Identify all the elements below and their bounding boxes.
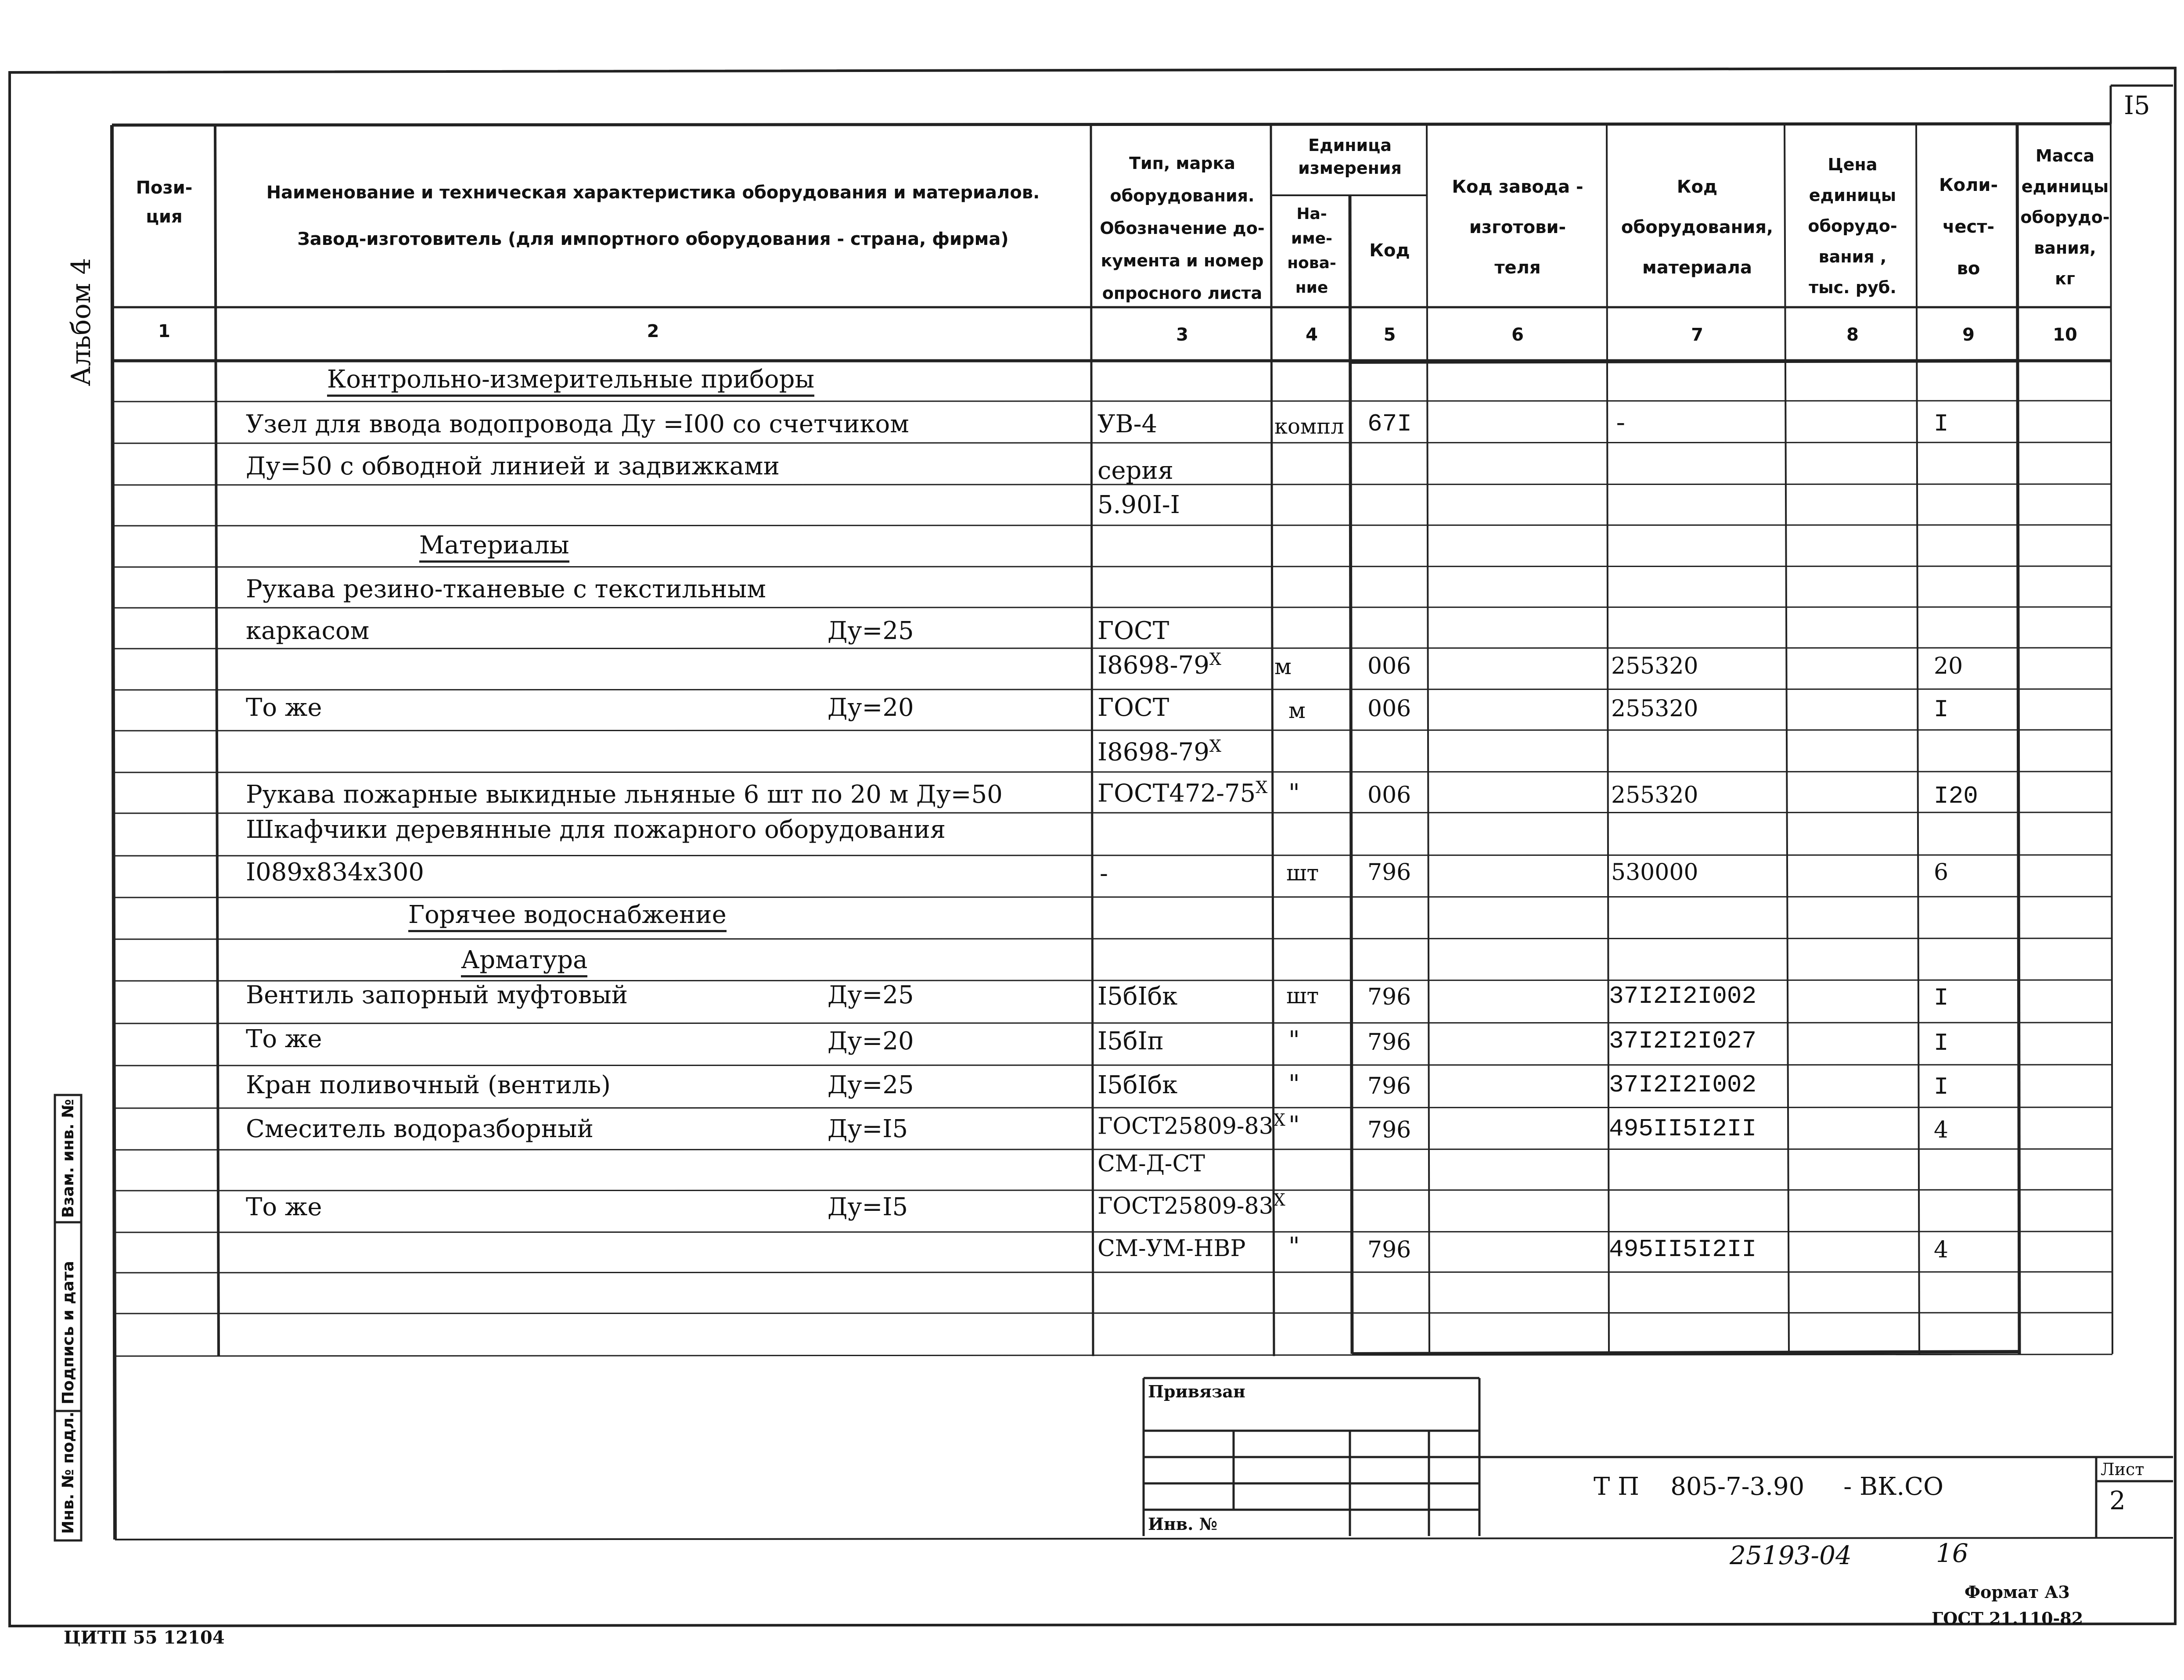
col-number-3: 3 — [1176, 325, 1188, 345]
item-quantity: 4 — [1934, 1237, 1949, 1263]
col-number-4: 4 — [1306, 325, 1318, 345]
org-label: ЦИТП 55 12104 — [64, 1627, 225, 1648]
item-unit: м — [1274, 654, 1292, 679]
item-nominal-diameter: Ду=25 — [828, 981, 914, 1009]
item-name: То же — [246, 693, 322, 722]
item-quantity: I — [1934, 696, 1949, 724]
item-unit: " — [1288, 1026, 1300, 1055]
section-title: Контрольно-измерительные приборы — [327, 365, 814, 394]
header-col9: Коли- чест- во — [1939, 175, 1998, 279]
item-code: 796 — [1367, 984, 1411, 1010]
header-col10: Масса единицы оборудо- вания, кг — [2020, 146, 2110, 288]
album-label: Альбом 4 — [66, 258, 97, 386]
col-number-6: 6 — [1511, 325, 1524, 345]
item-unit: компл — [1274, 414, 1344, 439]
item-code: 006 — [1367, 782, 1411, 808]
item-material-code: 530000 — [1611, 859, 1698, 886]
handwritten-page: 16 — [1936, 1538, 1968, 1568]
item-type: $ГОСТ25809-83^X$ — [1097, 1190, 1285, 1220]
side-stamp-original-inv: Инв. № подл. — [59, 1411, 77, 1534]
item-name: То же — [246, 1193, 322, 1221]
item-type: $ГОСТ472-75^X$ — [1097, 778, 1268, 808]
item-type: ГОСТ — [1097, 693, 1169, 722]
item-code: 67I — [1367, 410, 1412, 438]
item-unit: шт — [1286, 983, 1319, 1009]
item-quantity: I — [1934, 984, 1949, 1012]
item-unit: м — [1288, 698, 1306, 723]
header-col2: Наименование и техническая характеристика оборудования и материалов. Завод-изготовитель (для импортного оборудования - страна, фирма) — [266, 183, 1040, 249]
item-type: I5бIбк — [1097, 982, 1178, 1011]
item-name: Ду=50 с обводной линией и задвижками — [246, 452, 780, 481]
header-col7: Код оборудования, материала — [1621, 177, 1774, 278]
item-material-code: 495II5I2II — [1609, 1115, 1757, 1143]
item-unit: " — [1288, 1111, 1300, 1140]
item-code: 006 — [1367, 653, 1411, 679]
item-type: серия — [1097, 456, 1174, 485]
item-quantity: 4 — [1934, 1117, 1949, 1143]
item-code: 796 — [1367, 1029, 1411, 1055]
section-subtitle: Арматура — [461, 946, 587, 974]
item-nominal-diameter: Ду=25 — [828, 617, 914, 645]
item-quantity: I — [1934, 1029, 1949, 1057]
item-type: I5бIбк — [1097, 1071, 1178, 1099]
header-col1: Пози- ция — [136, 178, 193, 227]
item-unit: " — [1288, 1232, 1300, 1261]
item-type: $ГОСТ25809-83^X$ — [1097, 1110, 1285, 1140]
col-number-1: 1 — [158, 321, 170, 341]
col-number-10: 10 — [2053, 325, 2077, 345]
header-col5: Код — [1369, 241, 1410, 261]
format-label: Формат А3 — [1965, 1582, 2070, 1602]
section-title: Материалы — [419, 531, 569, 560]
item-unit: шт — [1286, 860, 1319, 886]
item-material-code: 255320 — [1611, 696, 1698, 722]
item-material-code: 37I2I2I027 — [1609, 1027, 1757, 1055]
item-name: Смеситель водоразборный — [246, 1115, 594, 1143]
item-material-code: 495II5I2II — [1609, 1235, 1757, 1264]
item-type: I5бIп — [1097, 1027, 1164, 1055]
item-code: 006 — [1367, 696, 1411, 722]
item-name: Узел для ввода водопровода Ду =I00 со счетчиком — [246, 410, 909, 438]
handwritten-number: 25193-04 — [1730, 1540, 1852, 1570]
item-name: Вентиль запорный муфтовый — [246, 981, 628, 1009]
side-stamp-replacement: Взам. инв. № — [59, 1099, 77, 1218]
section-title: Горячее водоснабжение — [408, 901, 727, 929]
item-type: УВ-4 — [1097, 410, 1158, 438]
header-col4: На- име- нова- ние — [1287, 205, 1336, 297]
item-nominal-diameter: Ду=20 — [828, 693, 914, 722]
item-nominal-diameter: Ду=20 — [828, 1027, 914, 1055]
item-name: Кран поливочный (вентиль) — [246, 1071, 611, 1099]
sheet-corner-number: I5 — [2124, 90, 2150, 120]
item-name: каркасом — [246, 617, 370, 645]
item-type: $I8698-79^X$ — [1097, 736, 1221, 767]
item-material-code: 255320 — [1611, 782, 1698, 808]
sheet-number: 2 — [2109, 1486, 2126, 1515]
item-code: 796 — [1367, 1117, 1411, 1143]
item-quantity: I — [1934, 410, 1949, 438]
item-nominal-diameter: Ду=25 — [828, 1071, 914, 1099]
item-name: Рукава резино-тканевые с текстильным — [246, 575, 766, 603]
item-quantity: 6 — [1934, 859, 1949, 886]
header-col3: Тип, марка оборудования. Обозначение до- кумента и номер опросного листа — [1100, 154, 1265, 303]
item-name: I089x834x300 — [246, 858, 424, 887]
item-code: 796 — [1367, 1237, 1411, 1263]
item-type: $I8698-79^X$ — [1097, 650, 1221, 680]
col-number-9: 9 — [1962, 325, 1975, 345]
gost-label: ГОСТ 21.110-82 — [1932, 1608, 2083, 1628]
item-name: То же — [246, 1025, 322, 1053]
item-unit: " — [1288, 779, 1300, 808]
item-type: - — [1100, 859, 1108, 888]
item-name: Шкафчики деревянные для пожарного оборудования — [246, 815, 946, 844]
item-material-code: - — [1613, 410, 1628, 438]
col-number-5: 5 — [1383, 325, 1396, 345]
item-type: СМ-Д-СТ — [1097, 1151, 1205, 1177]
item-material-code: 255320 — [1611, 653, 1698, 679]
item-type: СМ-УМ-НВР — [1097, 1235, 1246, 1262]
item-nominal-diameter: Ду=I5 — [828, 1193, 908, 1221]
stamp-inv-label: Инв. № — [1148, 1514, 1217, 1534]
item-code: 796 — [1367, 859, 1411, 886]
item-material-code: 37I2I2I002 — [1609, 982, 1757, 1010]
item-name: Рукава пожарные выкидные льняные 6 шт по 20 м Ду=50 — [246, 780, 1003, 809]
item-quantity: 20 — [1934, 653, 1963, 679]
col-number-7: 7 — [1691, 325, 1703, 345]
stamp-bound-label: Привязан — [1148, 1382, 1245, 1401]
item-quantity: I — [1934, 1073, 1949, 1101]
item-unit: " — [1288, 1070, 1300, 1098]
header-col8: Цена единицы оборудо- вания , тыс. руб. — [1808, 155, 1897, 297]
side-stamp-signature: Подпись и дата — [59, 1261, 77, 1404]
col-number-2: 2 — [647, 321, 659, 341]
header-unit: Единица измерения — [1298, 136, 1402, 178]
item-quantity: I20 — [1934, 782, 1978, 810]
item-type: 5.90I-I — [1097, 491, 1180, 519]
sheet-label: Лист — [2101, 1460, 2144, 1479]
item-code: 796 — [1367, 1073, 1411, 1099]
col-number-8: 8 — [1846, 325, 1859, 345]
document-code: Т П 805-7-3.90 - ВК.СО — [1594, 1472, 1944, 1501]
item-nominal-diameter: Ду=I5 — [828, 1115, 908, 1143]
header-col6: Код завода - изготови- теля — [1452, 177, 1583, 278]
item-type: ГОСТ — [1097, 617, 1169, 645]
item-material-code: 37I2I2I002 — [1609, 1071, 1757, 1099]
